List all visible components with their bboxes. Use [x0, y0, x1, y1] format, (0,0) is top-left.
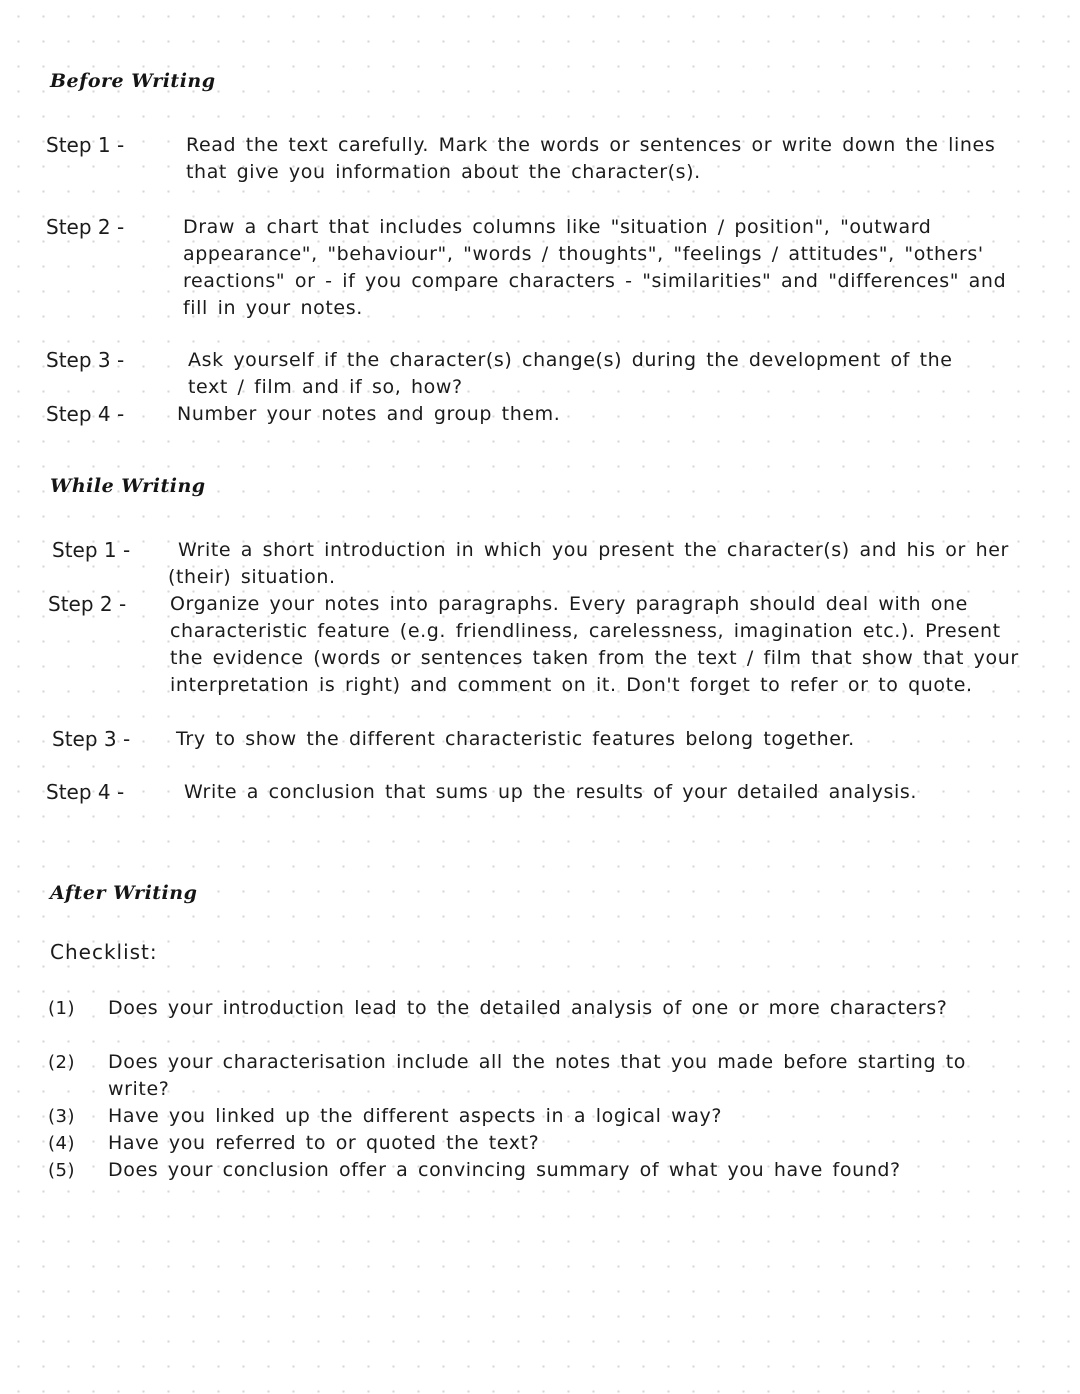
after-writing-heading: After Writing	[50, 882, 198, 904]
checklist-text: Does your characterisation include all the notes that you made before starting to write?	[108, 1051, 967, 1100]
step-text: Write a short introduction in which you present the character(s) and his or her (their) situation.	[168, 539, 1009, 588]
step-label: Step 4 -	[46, 780, 125, 804]
step-text: Read the text carefully. Mark the words or sentences or write down the lines that give you information about the character(s).	[186, 134, 996, 183]
checklist-number: (3)	[48, 1106, 75, 1127]
checklist-number: (1)	[48, 998, 75, 1019]
step-label: Step 1 -	[52, 538, 131, 562]
step-text: Try to show the different characteristic features belong together.	[176, 728, 855, 750]
step-text: Number your notes and group them.	[177, 403, 561, 425]
before-writing-heading: Before Writing	[50, 70, 216, 92]
checklist-label: Checklist:	[50, 940, 158, 964]
checklist-text: Have you referred to or quoted the text?	[108, 1132, 540, 1154]
step-label: Step 1 -	[46, 133, 125, 157]
step-label: Step 2 -	[46, 215, 125, 239]
step-text: Write a conclusion that sums up the results of your detailed analysis.	[184, 781, 917, 803]
step-text: Ask yourself if the character(s) change(s) during the development of the text / film and if so, how?	[188, 349, 953, 398]
step-text: Organize your notes into paragraphs. Every paragraph should deal with one characteristic feature (e.g. friendliness, carelessness, imagination etc.). Present the evidence (words or sentences taken from the text / film that show that your interpretation is right) and comment on it. Don't forget to refer or to quote.	[170, 593, 1019, 696]
checklist-number: (4)	[48, 1133, 75, 1154]
step-label: Step 2 -	[48, 592, 127, 616]
step-label: Step 4 -	[46, 402, 125, 426]
checklist-text: Does your introduction lead to the detailed analysis of one or more characters?	[108, 997, 948, 1019]
while-writing-heading: While Writing	[50, 475, 206, 497]
step-label: Step 3 -	[52, 727, 131, 751]
step-text: Draw a chart that includes columns like "situation / position", "outward appearance", "behaviour", "words / thoughts", "feelings / attitudes", "others' reactions" or - if you compare characters - "similarities" and "differences" and fill in your notes.	[183, 216, 1007, 319]
step-label: Step 3 -	[46, 348, 125, 372]
checklist-text: Does your conclusion offer a convincing summary of what you have found?	[108, 1159, 901, 1181]
checklist-text: Have you linked up the different aspects in a logical way?	[108, 1105, 723, 1127]
checklist-number: (2)	[48, 1052, 75, 1073]
checklist-number: (5)	[48, 1160, 75, 1181]
